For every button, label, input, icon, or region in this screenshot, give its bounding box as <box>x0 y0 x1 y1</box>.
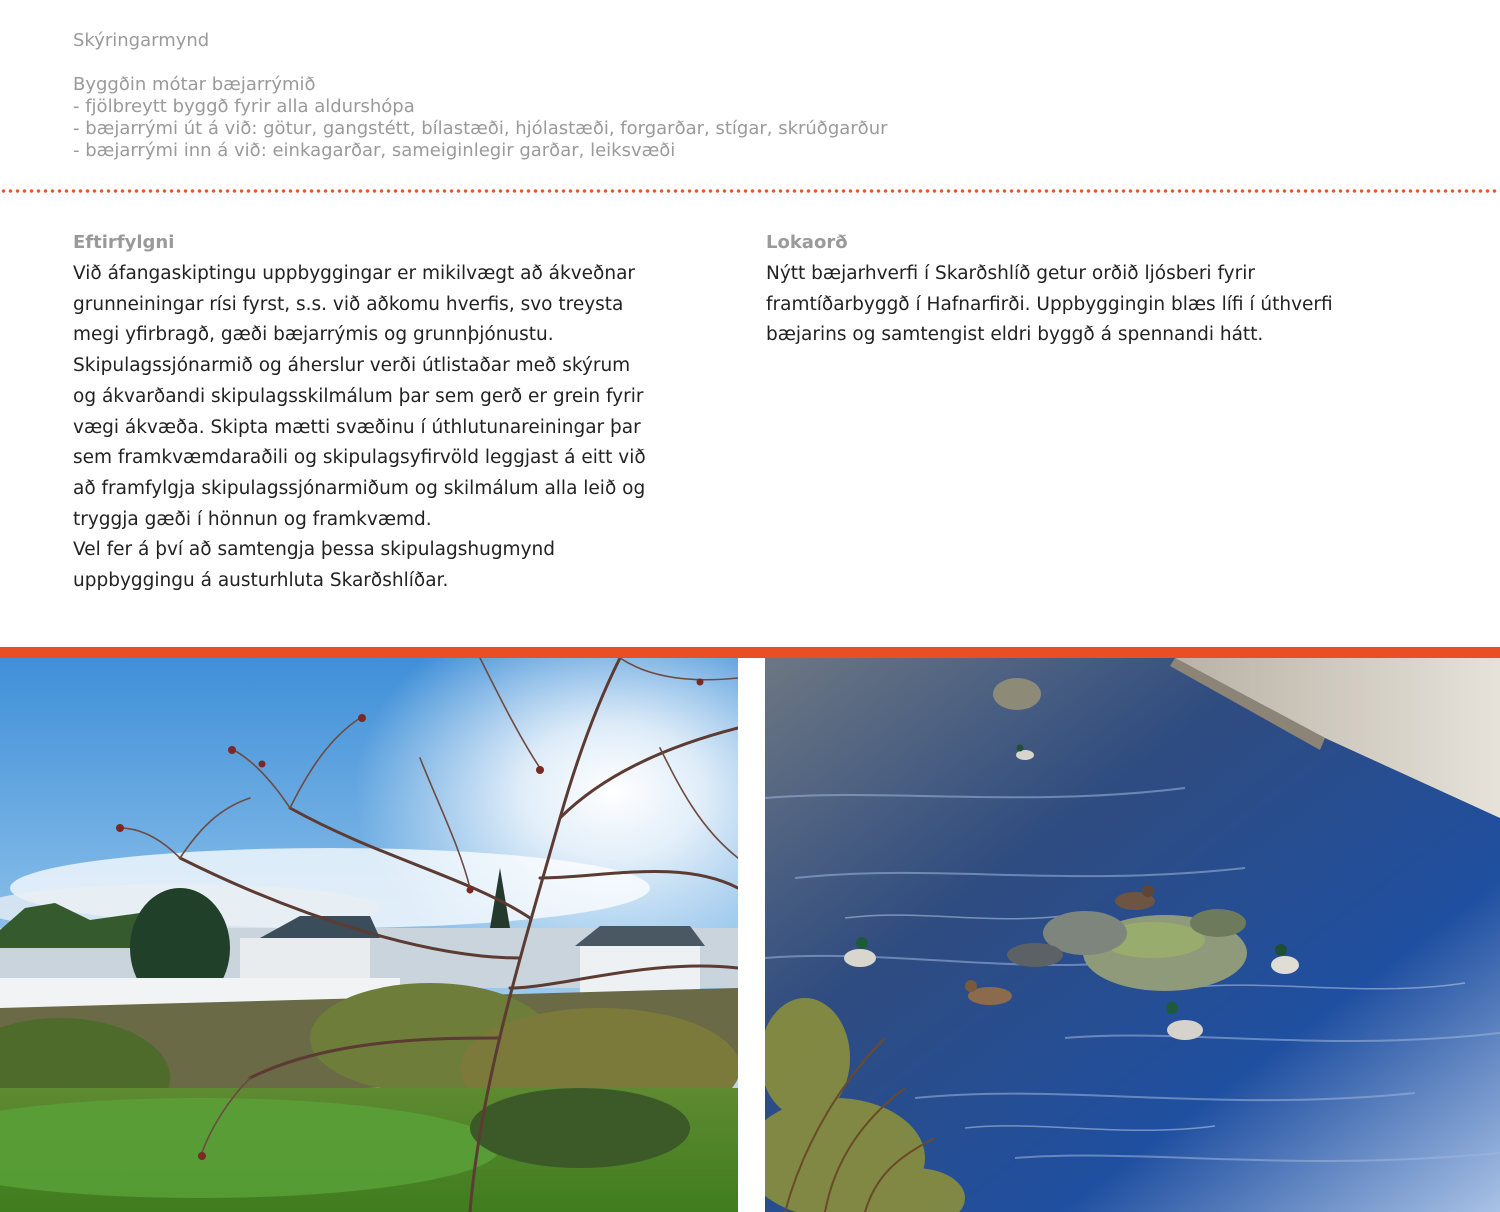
paragraph-line: framtíðarbyggð í Hafnarfirði. Uppbyggingin blæs lífi í úthverfi <box>766 293 1333 315</box>
caption-item: - bæjarrými út á við: götur, gangstétt, bílastæði, hjólastæði, forgarðar, stígar, skrúðgarður <box>73 118 888 139</box>
section-heading-lokaord: Lokaorð <box>766 232 848 253</box>
paragraph-line: tryggja gæði í hönnun og framkvæmd. <box>73 508 432 530</box>
paragraph-line: megi yfirbragð, gæði bæjarrýmis og grunnþjónustu. <box>73 324 554 346</box>
section-heading-eftirfylgni: Eftirfylgni <box>73 232 175 253</box>
paragraph-line: Skipulagssjónarmið og áherslur verði útlistaðar með skýrum <box>73 355 631 377</box>
garden-photo <box>0 658 738 1212</box>
paragraph-line: grunneiningar rísi fyrst, s.s. við aðkomu hverfis, svo treysta <box>73 293 624 315</box>
paragraph-line: að framfylgja skipulagssjónarmiðum og skilmálum alla leið og <box>73 477 646 499</box>
left-text-column <box>73 230 673 597</box>
right-text-column <box>766 230 1406 351</box>
caption-block <box>73 30 1453 162</box>
paragraph-line: sem framkvæmdaraðili og skipulagsyfirvöld leggjast á eitt við <box>73 447 646 469</box>
paragraph-line: Við áfangaskiptingu uppbyggingar er mikilvægt að ákveðnar <box>73 263 636 284</box>
caption-heading: Byggðin mótar bæjarrýmið <box>73 74 316 95</box>
caption-title: Skýringarmynd <box>73 30 210 51</box>
paragraph-line: og ákvarðandi skipulagsskilmálum þar sem gerð er grein fyrir <box>73 385 644 407</box>
dotted-divider <box>0 188 1500 194</box>
paragraph-line: uppbyggingu á austurhluta Skarðshlíðar. <box>73 570 449 592</box>
paragraph-line: Vel fer á því að samtengja þessa skipulagshugmynd <box>73 539 555 561</box>
caption-item: - bæjarrými inn á við: einkagarðar, sameiginlegir garðar, leiksvæði <box>73 140 676 161</box>
paragraph-line: bæjarins og samtengist eldri byggð á spennandi hátt. <box>766 324 1264 346</box>
caption-item: - fjölbreytt byggð fyrir alla aldurshópa <box>73 96 415 117</box>
stream-ducks-photo <box>765 658 1500 1212</box>
paragraph-line: Nýtt bæjarhverfi í Skarðshlíð getur orðið ljósberi fyrir <box>766 263 1255 284</box>
paragraph-line: vægi ákvæða. Skipta mætti svæðinu í úthlutunareiningar þar <box>73 416 641 438</box>
orange-accent-band <box>0 647 1500 658</box>
